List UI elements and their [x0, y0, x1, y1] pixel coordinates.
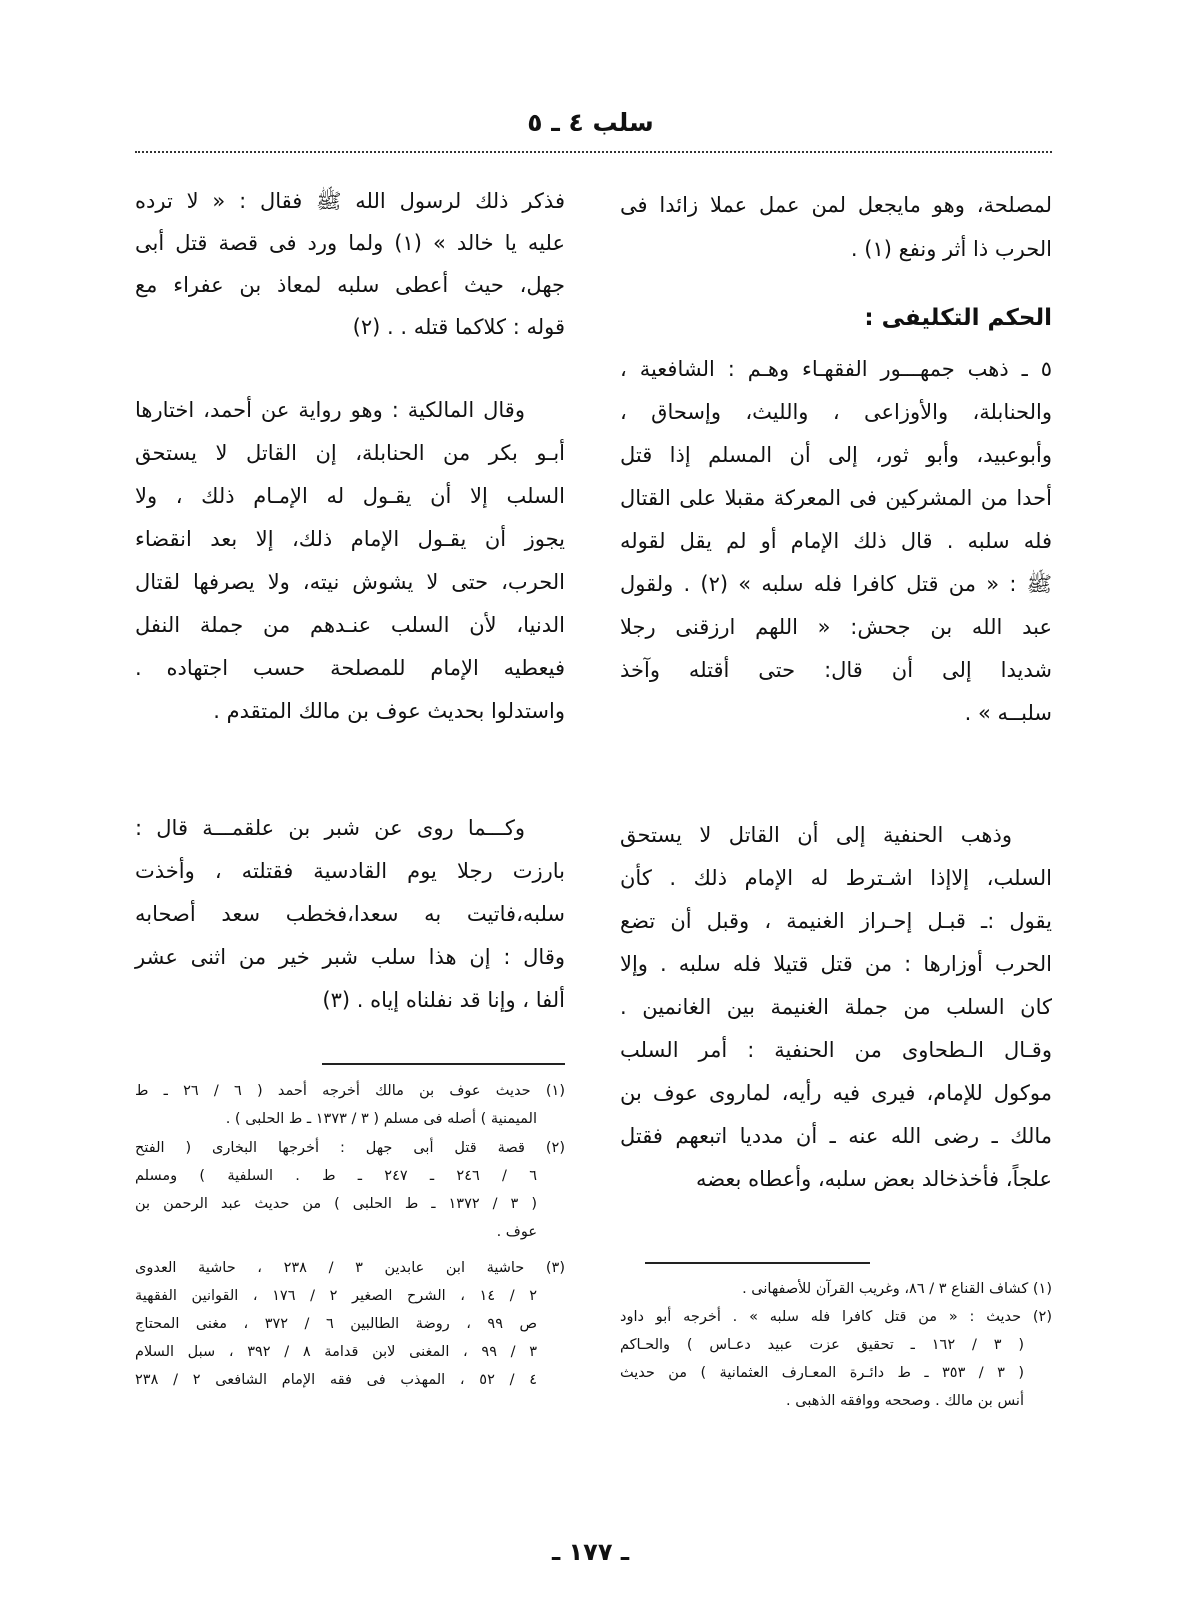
- right-para-3-line: السلب، إلاإذا اشـترط له الإمام ذلك . كأن: [620, 866, 1052, 890]
- running-head: سلب ٤ ـ ٥: [527, 108, 654, 137]
- right-para-1-line: الحرب ذا أثر ونفع (١) .: [850, 237, 1052, 261]
- right-para-2-line: ٥ ـ ذهب جمهـــور الفقهـاء وهـم : الشافعية ،: [620, 357, 1052, 381]
- left-para-2-line: الحرب، حتى لا يشوش نيته، ولا يصرفها لقتال: [135, 570, 565, 594]
- footnote-rule-left: [322, 1063, 565, 1065]
- right-para-3-line: كان السلب من جملة الغنيمة بين الغانمين .: [620, 995, 1052, 1019]
- left-footnote-line: (٢) قصة قتل أبى جهل : أخرجها البخارى ( الفتح: [135, 1140, 565, 1156]
- right-footnote-line: ( ٣ / ١٦٢ ـ تحقيق عزت عبيد دعـاس ) والحـاكم: [620, 1337, 1024, 1353]
- right-footnote-line: أنس بن مالك . وصححه ووافقه الذهبى .: [786, 1393, 1024, 1409]
- left-footnote-line: (٣) حاشية ابن عابدين ٣ / ٢٣٨ ، حاشية العدوى: [135, 1260, 566, 1276]
- dotted-divider: [135, 151, 1052, 153]
- left-footnote-line: عوف .: [496, 1224, 537, 1240]
- left-footnote-line: ٦ / ٢٤٦ ـ ٢٤٧ ـ ط . السلفية ) ومسلم: [135, 1168, 537, 1184]
- right-para-2-line: شديدا إلى أن قال: حتى أقتله وآخذ: [620, 658, 1052, 682]
- left-footnote-line: ٣ / ٩٩ ، المغنى لابن قدامة ٨ / ٣٩٢ ، سبل السلام: [135, 1344, 538, 1360]
- right-para-2-line: والحنابلة، والأوزاعى ، والليث، وإسحاق ،: [620, 400, 1052, 424]
- right-para-2-line: ﷺ : « من قتل كافرا فله سلبه » (٢) . ولقول: [620, 572, 1052, 596]
- left-para-2-line: واستدلوا بحديث عوف بن مالك المتقدم .: [213, 699, 565, 723]
- right-para-3-line: يقول :ـ قبـل إحـراز الغنيمة ، وقبل أن تضع: [620, 909, 1052, 933]
- right-para-3-line: علجاً، فأخذخالد بعض سلبه، وأعطاه بعضه: [695, 1167, 1052, 1191]
- right-para-3-line: الحرب أوزارها : من قتل قتيلا فله سلبه . وإلا: [620, 952, 1052, 976]
- left-para-2-line: وقال المالكية : وهو رواية عن أحمد، اختارها: [135, 398, 525, 422]
- footnote-rule-right: [645, 1262, 870, 1264]
- left-footnote-line: الميمنية ) أصله فى مسلم ( ٣ / ١٣٧٣ ـ ط الحلبى ) .: [225, 1111, 537, 1127]
- left-para-2-line: فيعطيه الإمام للمصلحة حسب اجتهاده .: [135, 656, 565, 680]
- left-para-1-line: قوله : كلاكما قتله . . (٢): [352, 315, 565, 339]
- left-para-3-line: ألفا ، وإنا قد نفلناه إياه . (٣): [322, 988, 565, 1012]
- left-footnote-line: ٢ / ١٤ ، الشرح الصغير ٢ / ١٧٦ ، القوانين الفقهية: [135, 1288, 537, 1304]
- left-footnote-line: ( ٣ / ١٣٧٢ ـ ط الحلبى ) من حديث عبد الرحمن بن: [135, 1196, 537, 1212]
- right-para-2-line: سلبــه » .: [964, 701, 1052, 725]
- right-para-1-line: لمصلحة، وهو مايجعل لمن عمل عملا زائدا فى: [620, 193, 1052, 217]
- right-para-2-line: عبد الله بن جحش: « اللهم ارزقنى رجلا: [620, 615, 1052, 639]
- left-para-3-line: وكـــما روى عن شبر بن علقمـــة قال :: [135, 816, 525, 840]
- left-para-1-line: عليه يا خالد » (١) ولما ورد فى قصة قتل أبى: [135, 231, 565, 255]
- right-para-3-line: مالك ـ رضى الله عنه ـ أن مدديا اتبعهم فقتل: [620, 1124, 1052, 1148]
- page-number: ـ ١٧٧ ـ: [551, 1538, 630, 1566]
- left-para-2-line: يجوز أن يقـول الإمام ذلك، إلا بعد انقضاء: [135, 527, 565, 551]
- right-footnote-line: (١) كشاف القناع ٣ / ٨٦، وغريب القرآن للأصفهانى .: [742, 1281, 1052, 1297]
- right-para-2-line: وأبوعبيد، وأبو ثور، إلى أن المسلم إذا قتل: [620, 443, 1052, 467]
- right-para-3-line: وذهب الحنفية إلى أن القاتل لا يستحق: [620, 823, 1012, 847]
- right-footnote-line: (٢) حديث : « من قتل كافرا فله سلبه » . أخرجه أبو داود: [620, 1309, 1052, 1325]
- left-para-2-line: الدنيا، لأن السلب عنـدهم من جملة النفل: [135, 613, 565, 637]
- left-para-3-line: وقال : إن هذا سلب شبر خير من اثنى عشر: [135, 945, 565, 969]
- left-para-1-line: فذكر ذلك لرسول الله ﷺ فقال : « لا ترده: [135, 189, 565, 213]
- left-para-1-line: جهل، حيث أعطى سلبه لمعاذ بن عفراء مع: [135, 273, 565, 297]
- left-para-3-line: سلبه،فاتيت به سعدا،فخطب سعد أصحابه: [135, 902, 565, 926]
- right-para-2-line: فله سلبه . قال ذلك الإمام أو لم يقل لقوله: [620, 529, 1052, 553]
- left-para-2-line: أبـو بكر من الحنابلة، إن القاتل لا يستحق: [135, 441, 565, 465]
- right-para-3-line: وقـال الـطحاوى من الحنفية : أمر السلب: [620, 1038, 1052, 1062]
- right-para-2-line: أحدا من المشركين فى المعركة مقبلا على القتال: [620, 486, 1052, 510]
- right-footnote-line: ( ٣ / ٣٥٣ ـ ط دائـرة المعـارف العثمانية ) من حديث: [620, 1365, 1024, 1381]
- left-footnote-line: ٤ / ٥٢ ، المهذب فى فقه الإمام الشافعى ٢ / ٢٣٨: [135, 1372, 537, 1388]
- left-footnote-line: (١) حديث عوف بن مالك أخرجه أحمد ( ٦ / ٢٦ ـ ط: [135, 1083, 565, 1099]
- right-para-3-line: موكول للإمام، فيرى فيه رأيه، لماروى عوف بن: [620, 1081, 1052, 1105]
- section-heading: الحكم التكليفى :: [864, 305, 1052, 331]
- left-para-3-line: بارزت رجلا يوم القادسية فقتلته ، وأخذت: [135, 859, 565, 883]
- left-footnote-line: ص ٩٩ ، روضة الطالبين ٦ / ٣٧٢ ، مغنى المحتاج: [135, 1316, 537, 1332]
- left-para-2-line: السلب إلا أن يقـول له الإمـام ذلك ، ولا: [135, 484, 565, 508]
